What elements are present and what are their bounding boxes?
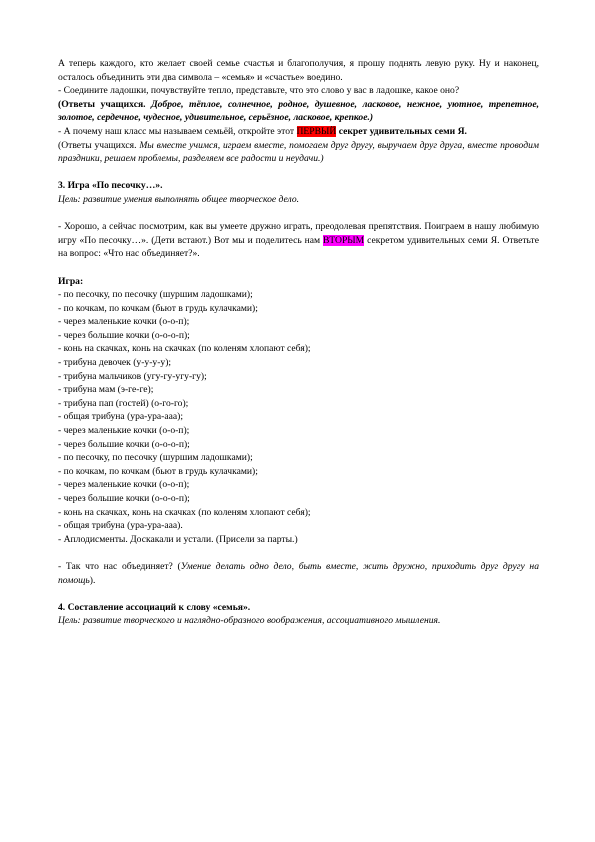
section3-question-after: ).	[89, 574, 96, 586]
game-line: - общая трибуна (ура-ура-ааа);	[58, 411, 183, 423]
secret-first-paragraph	[58, 125, 539, 139]
answers-paragraph	[58, 98, 539, 125]
answers-label: (Ответы учащихся.	[58, 98, 146, 110]
section3-intro-after: секретом удивительных семи Я. Ответьте на вопрос: «Что нас объединяет?».	[58, 234, 539, 260]
intro-paragraph: А теперь каждого, кто желает своей семье счастья и благополучия, я прошу поднять левую руку. Ну и наконец, осталось объединить эти два символа – «семья» и «счастье» воедино.	[58, 58, 539, 83]
game-line: - конь на скачках, конь на скачках (по коленям хлопают себя);	[58, 343, 311, 355]
game-line: - общая трибуна (ура-ура-ааа).	[58, 520, 183, 532]
secret-first-highlight: ПЕРВЫЙ	[296, 125, 337, 137]
game-line: - через маленькие кочки (о-о-п);	[58, 316, 190, 328]
game-line: - через большие кочки (о-о-о-п);	[58, 438, 190, 450]
section3-question-before: - Так что нас объединяет? (	[58, 560, 181, 572]
game-label: Игра:	[58, 275, 84, 287]
secret-first-before: - А почему наш класс мы называем семьёй, откройте этот	[58, 125, 297, 137]
game-line: - по песочку, по песочку (шуршим ладошками);	[58, 289, 253, 301]
game-line: - трибуна пап (гостей) (о-го-го);	[58, 397, 189, 409]
game-line: - трибуна мам (э-ге-ге);	[58, 384, 154, 396]
document-page	[58, 57, 539, 628]
game-line: - трибуна мальчиков (угу-гу-угу-гу);	[58, 370, 207, 382]
students-answers-paragraph	[58, 139, 539, 166]
secret-second-highlight: ВТОРЫМ	[323, 234, 365, 246]
section3-question	[58, 560, 539, 587]
answers-text: Доброе, тёплое, солнечное, родное, душевное, ласковое, нежное, уютное, трепетное, золотое, сердечное, чудесное, удивительное, серьёзное, ласковое, крепкое.)	[58, 98, 539, 124]
section4-goal: Цель: развитие творческого и наглядно-образного воображения, ассоциативного мышления.	[58, 615, 441, 627]
game-line: - трибуна девочек (у-у-у-у);	[58, 357, 172, 369]
game-line: - Аплодисменты. Доскакали и устали. (Присели за парты.)	[58, 533, 298, 545]
section3-intro-before: - Хорошо, а сейчас посмотрим, как вы умеете дружно играть, преодолевая препятствия. Поиграем в нашу любимую игру «По песочку…». (Дети встают.) Вот мы и поделитесь нам	[58, 221, 539, 246]
students-answers-label: (Ответы учащихся.	[58, 139, 137, 151]
game-line: - по кочкам, по кочкам (бьют в грудь кулачками);	[58, 465, 258, 477]
students-answers-text: Мы вместе учимся, играем вместе, помогаем друг другу, выручаем друг друга, вместе проводим праздники, решаем проблемы, разделяем все радости и неудачи.)	[58, 139, 539, 165]
game-line: - через большие кочки (о-о-о-п);	[58, 329, 190, 341]
section3-heading: 3. Игра «По песочку…».	[58, 180, 163, 192]
section3-question-answer: Умение делать одно дело, быть вместе, жить дружно, приходить друг другу на помощь	[58, 560, 539, 586]
game-line: - конь на скачках, конь на скачках (по коленям хлопают себя);	[58, 506, 311, 518]
section3-goal: Цель: развитие умения выполнять общее творческое дело.	[58, 193, 300, 205]
section4-heading: 4. Составление ассоциаций к слову «семья».	[58, 601, 251, 613]
game-line: - через маленькие кочки (о-о-п);	[58, 425, 190, 437]
game-line: - через маленькие кочки (о-о-п);	[58, 479, 190, 491]
game-line: - через большие кочки (о-о-о-п);	[58, 493, 190, 504]
secret-first-after: секрет удивительных семи Я.	[336, 125, 467, 137]
game-line: - по песочку, по песочку (шуршим ладошками);	[58, 452, 253, 464]
section3-intro	[58, 220, 539, 261]
intro-question: - Соедините ладошки, почувствуйте тепло, представьте, что это слово у вас в ладошке, какое оно?	[58, 85, 460, 97]
game-line: - по кочкам, по кочкам (бьют в грудь кулачками);	[58, 302, 258, 314]
